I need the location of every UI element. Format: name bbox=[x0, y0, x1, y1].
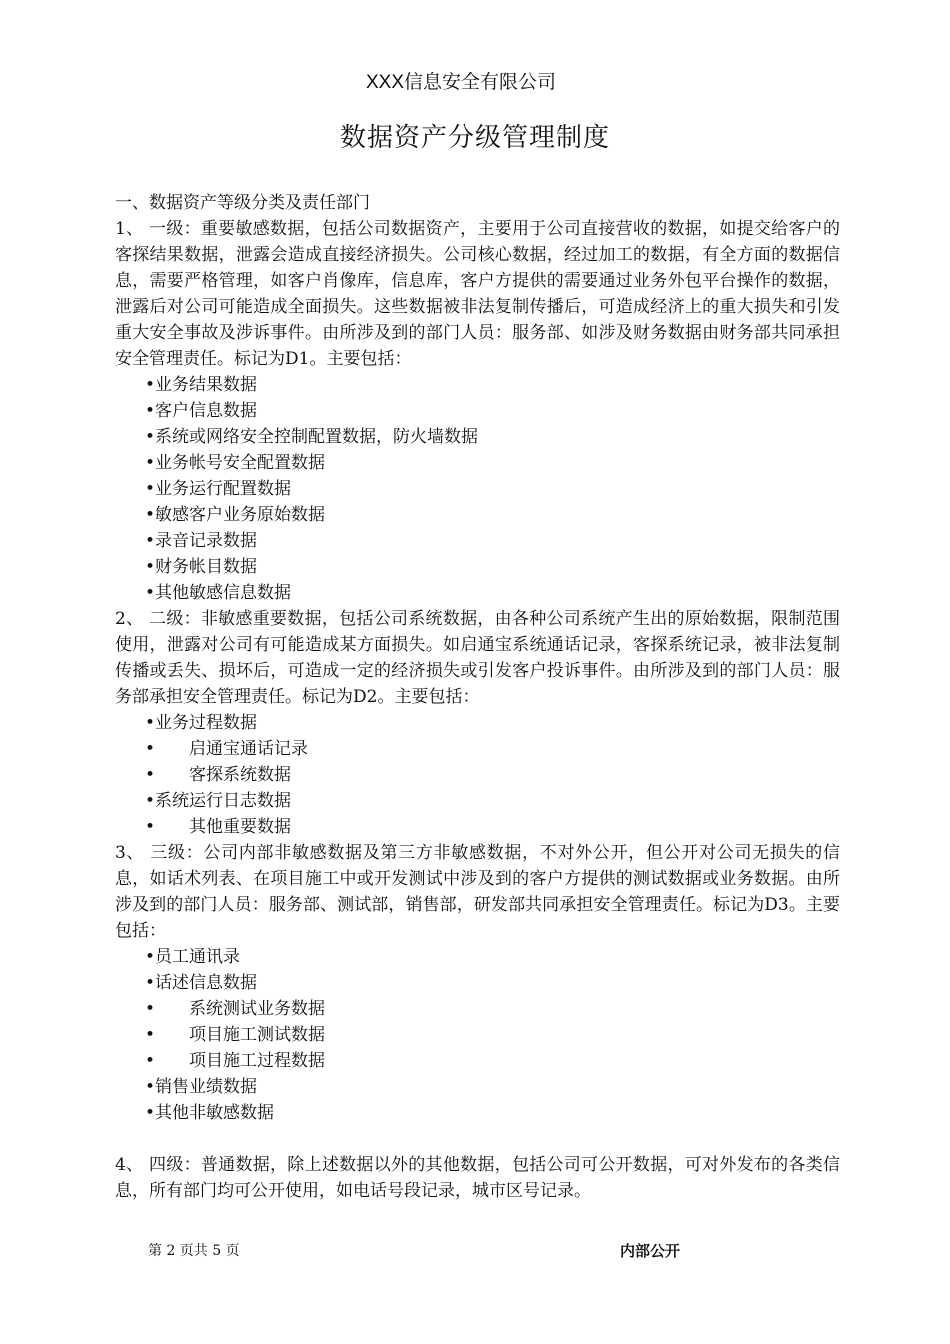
document-body bbox=[115, 190, 840, 1204]
level2-list bbox=[115, 710, 840, 840]
list-item: •销售业绩数据 bbox=[145, 1077, 258, 1097]
list-item bbox=[115, 814, 840, 840]
list-item: •录音记录数据 bbox=[145, 531, 258, 551]
list-item: •财务帐目数据 bbox=[145, 557, 258, 577]
company-name: XXX信息安全有限公司 bbox=[366, 72, 557, 93]
list-item: •客户信息数据 bbox=[145, 401, 258, 421]
bullet: • bbox=[145, 765, 156, 785]
list-item: •业务结果数据 bbox=[145, 375, 258, 395]
list-item: •系统或网络安全控制配置数据，防火墙数据 bbox=[145, 427, 479, 447]
spacer bbox=[115, 1126, 840, 1152]
list-item: •业务运行配置数据 bbox=[145, 479, 292, 499]
bullet: • bbox=[145, 739, 156, 759]
list-item bbox=[115, 1022, 840, 1048]
list-item: •系统运行日志数据 bbox=[145, 791, 292, 811]
list-item: •敏感客户业务原始数据 bbox=[145, 505, 326, 525]
list-item-label: 启通宝通话记录 bbox=[189, 739, 309, 759]
list-item-label: 系统测试业务数据 bbox=[189, 999, 326, 1019]
list-item-label: 项目施工测试数据 bbox=[189, 1025, 326, 1045]
document-title: 数据资产分级管理制度 bbox=[339, 123, 610, 153]
list-item-label: 项目施工过程数据 bbox=[189, 1051, 326, 1071]
classification-label: 内部公开 bbox=[620, 1243, 681, 1260]
section-heading: 一、数据资产等级分类及责任部门 bbox=[115, 193, 370, 213]
list-item bbox=[115, 736, 840, 762]
bullet: • bbox=[145, 1051, 156, 1071]
list-item: •其他非敏感数据 bbox=[145, 1103, 275, 1123]
list-item-label: 其他重要数据 bbox=[189, 817, 292, 837]
bullet: • bbox=[145, 999, 156, 1019]
bullet: • bbox=[145, 1025, 156, 1045]
level4-paragraph: 4、 四级：普通数据，除上述数据以外的其他数据，包括公司可公开数据，可对外发布的各类信息，所有部门均可公开使用，如电话号段记录，城市区号记录。 bbox=[115, 1155, 840, 1201]
list-item bbox=[115, 996, 840, 1022]
list-item: •员工通讯录 bbox=[145, 947, 241, 967]
level1-paragraph: 1、 一级：重要敏感数据，包括公司数据资产，主要用于公司直接营收的数据，如提交给客户的客探结果数据，泄露会造成直接经济损失。公司核心数据，经过加工的数据，有全方面的数据信息，需要严格管理，如客户肖像库，信息库，客户方提供的需要通过业务外包平台操作的数据，泄露后对公司可能造成全面损失。这些数据被非法复制传播后，可造成经济上的重大损失和引发重大安全事故及涉诉事件。由所涉及到的部门人员：服务部、如涉及财务数据由财务部共同承担安全管理责任。标记为D1。主要包括： bbox=[115, 219, 840, 369]
list-item: •其他敏感信息数据 bbox=[145, 583, 292, 603]
page-number: 第 2 页共 5 页 bbox=[148, 1243, 240, 1259]
bullet: • bbox=[145, 817, 156, 837]
level2-paragraph: 2、 二级：非敏感重要数据，包括公司系统数据，由各种公司系统产生出的原始数据，限制范围使用，泄露对公司有可能造成某方面损失。如启通宝系统通话记录，客探系统记录，被非法复制传播或丢失、损坏后，可造成一定的经济损失或引发客户投诉事件。由所涉及到的部门人员：服务部承担安全管理责任。标记为D2。主要包括： bbox=[115, 609, 840, 707]
list-item-label: 客探系统数据 bbox=[189, 765, 292, 785]
list-item bbox=[115, 1048, 840, 1074]
level3-paragraph: 3、 三级：公司内部非敏感数据及第三方非敏感数据，不对外公开，但公开对公司无损失的信息，如话术列表、在项目施工中或开发测试中涉及到的客户方提供的测试数据或业务数据。由所涉及到的部门人员：服务部、测试部，销售部，研发部共同承担安全管理责任。标记为D3。主要包括： bbox=[115, 843, 840, 941]
list-item: •业务过程数据 bbox=[145, 713, 258, 733]
list-item bbox=[115, 762, 840, 788]
level3-list bbox=[115, 944, 840, 1126]
list-item: •业务帐号安全配置数据 bbox=[145, 453, 326, 473]
list-item: •话述信息数据 bbox=[145, 973, 258, 993]
level1-list bbox=[115, 372, 840, 606]
